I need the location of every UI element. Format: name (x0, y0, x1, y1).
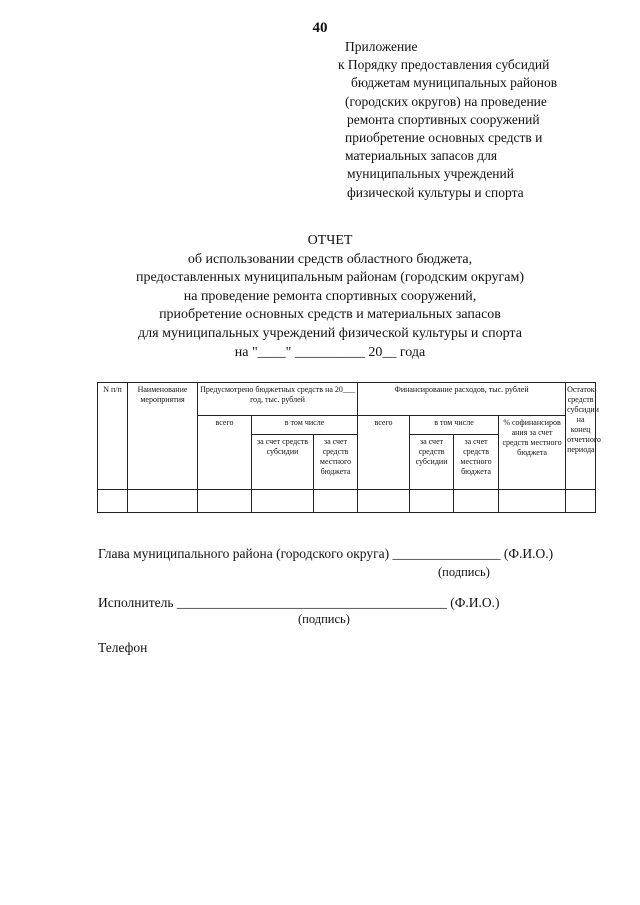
executor-signature-hint: (подпись) (298, 612, 350, 626)
header-financing-total: всего (358, 416, 410, 490)
executor-signature-line: Исполнитель ________________________________________ (Ф.И.О.) (98, 595, 500, 610)
header-financing-subsidy: за счет средств субсидии (410, 435, 454, 490)
page-number: 40 (312, 20, 328, 36)
appendix-line: ремонта спортивных сооружений (347, 111, 540, 127)
appendix-note (338, 38, 558, 202)
report-date-line: на "____" __________ 20__ года (234, 344, 426, 360)
appendix-line: к Порядку предоставления субсидий (338, 57, 550, 73)
appendix-line: Приложение (345, 39, 418, 54)
report-table (97, 382, 601, 513)
header-cofinancing-percent: % софинансиров ания за счет средств местного бюджета (499, 416, 566, 490)
head-signature-hint: (подпись) (438, 565, 490, 579)
appendix-line: физической культуры и спорта (347, 184, 524, 200)
header-planned-total: всего (198, 416, 252, 490)
header-name: Наименование мероприятия (128, 383, 198, 490)
header-num: N п/п (98, 383, 128, 490)
appendix-line: муниципальных учреждений (347, 166, 514, 182)
appendix-line: (городских округов) на проведение (345, 93, 547, 109)
table-cell (128, 490, 198, 513)
appendix-line: приобретение основных средств и (345, 130, 543, 146)
table-cell (499, 490, 566, 513)
report-heading: ОТЧЕТ (307, 233, 353, 248)
table-cell (410, 490, 454, 513)
header-planned-local: за счет средств местного бюджета (314, 435, 358, 490)
report-title-line: приобретение основных средств и материальных запасов (159, 307, 501, 323)
report-title-line: на проведение ремонта спортивных сооружений, (183, 288, 477, 304)
header-financing: Финансирование расходов, тыс. рублей (358, 383, 566, 416)
table-cell (358, 490, 410, 513)
table-cell (566, 490, 596, 513)
table-cell (252, 490, 314, 513)
header-financing-local: за счет средств местного бюджета (454, 435, 499, 490)
appendix-line: материальных запасов для (345, 148, 498, 164)
appendix-line: бюджетам муниципальных районов (351, 75, 558, 91)
table-cell (314, 490, 358, 513)
header-planned: Предусмотрено бюджетных средств на 20___ год, тыс. рублей (198, 383, 358, 416)
table-cell (98, 490, 128, 513)
head-signature-line: Глава муниципального района (городского округа) ________________ (Ф.И.О.) (98, 546, 554, 561)
report-title (60, 232, 600, 362)
header-planned-including: в том числе (252, 416, 358, 435)
phone-label: Телефон (98, 640, 148, 655)
report-title-line: для муниципальных учреждений физической культуры и спорта (138, 325, 522, 341)
table-row (98, 490, 596, 513)
table-cell (198, 490, 252, 513)
header-balance: Остаток средств субсидии на конец отчетного периода (566, 383, 596, 490)
header-financing-including: в том числе (410, 416, 499, 435)
table-cell (454, 490, 499, 513)
report-title-line: об использовании средств областного бюджета, (187, 251, 473, 267)
report-title-line: предоставленных муниципальным районам (городским округам) (135, 270, 525, 286)
header-planned-subsidy: за счет средств субсидии (252, 435, 314, 490)
